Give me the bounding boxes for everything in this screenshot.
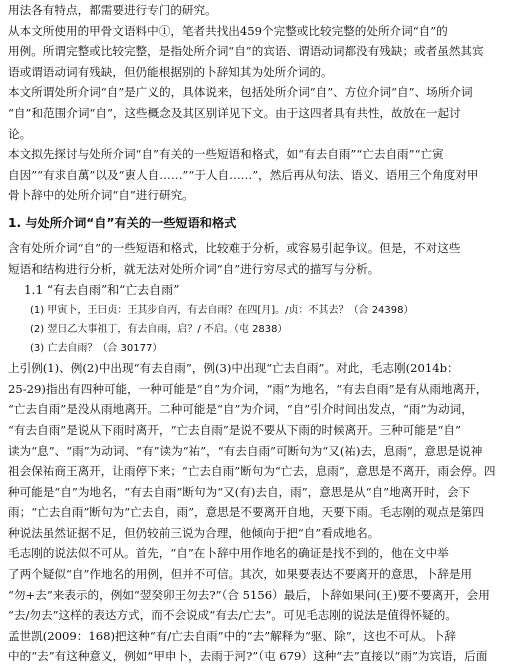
text-line: 孟世凯(2009：168)把这种“有/亡去自雨”中的“去”解释为“驱、除”，这也不可从。卜辞 [8, 628, 456, 643]
text-line: 骨卜辞中的处所介词“自”进行研究。 [8, 188, 194, 203]
text-line: 上引例(1)、例(2)中出现“有去自雨”，例(3)中出现“亡去自雨”。对此，毛志刚(2014b： [8, 361, 459, 376]
document-page [8, 0, 521, 667]
paragraph-analysis [8, 358, 521, 543]
example-item: (3) 亡去自雨？（合 30177） [30, 343, 163, 355]
text-line: 从本文所使用的甲骨文语料中①，笔者共找出459个完整或比较完整的处所介词“自”的 [8, 23, 448, 38]
text-line: 了两个疑似“自”作地名的用例，但并不可信。其次，如果要表达不要离开的意思，卜辞是用 [8, 567, 473, 582]
paragraph-meng [8, 626, 521, 667]
text-line: “有去自雨”是说从下雨时离开，“亡去自雨”是说不要从下雨的时候离开。三种可能是“自” [8, 422, 461, 437]
text-line: 毛志刚的说法似不可从。首先，“自”在卜辞中用作地名的确证是找不到的，他在文中举 [8, 546, 449, 561]
text-line: 中的“去”有这种意义，例如“甲申卜，去雨于河?”（屯 679）这种“去”直接以“雨”为宾语，后面 [8, 649, 488, 664]
text-line: 本文拟先探讨与处所介词“自”有关的一些短语和格式，如“有去自雨”“亡去自雨”“亡寅 [8, 147, 444, 162]
paragraph-corpus [8, 21, 521, 83]
example-list [8, 301, 521, 358]
example-item: (2) 翌日乙大事祖丁，有去自雨，启？/ 不启。（屯 2838） [30, 324, 288, 336]
text-line: 含有处所介词“自”的一些短语和格式，比较难于分析，或容易引起争议。但是，不对这些 [8, 240, 461, 255]
text-line: 雨；“亡去自雨”断句为“亡去自，雨”，意思是不要离开自地，天要下雨。毛志刚的观点是第四 [8, 505, 484, 520]
text-line: 语或谓语动词有残缺，但仍能根据别的卜辞知其为处所介词的。 [8, 64, 333, 79]
text-line: 种说法虽然证据不足，但仍较前三说为合理，他倾向于把“自”看成地名。 [8, 525, 380, 540]
text-line: 本文所谓处所介词“自”是广义的，具体说来，包括处所介词“自”、方位介词“自”、场所介词 [8, 85, 473, 100]
text-line: 读为“息”、“雨”为动词、“有”读为“祐”，“有去自雨”可断句为“又(祐)去，息雨”，意思是说神 [8, 443, 483, 458]
paragraph-critique [8, 543, 521, 625]
text-line: “亡去自雨”是没从雨地离开。二种可能是“自”为介词，“自”引介时间出发点，“雨”为动词， [8, 402, 473, 417]
subsection-heading: 1.1 “有去自雨”和“亡去自雨” [24, 283, 180, 298]
example-item: (1) 甲寅卜，王曰贞：王其步自丙，有去自雨？在四[月]。/贞：不其去？（合 24398） [30, 305, 414, 317]
text-line: 25-29)指出有四种可能，一种可能是“自”为介词，“雨”为地名，“有去自雨”是有从雨地离开， [8, 381, 488, 396]
text-line: 短语和结构进行分析，就无法对处所介词“自”进行穷尽式的描写与分析。 [8, 261, 380, 276]
text-line: 论。 [8, 126, 32, 141]
text-line: 用法各有特点，都需要进行专门的研究。 [8, 3, 217, 17]
paragraph-scope [8, 82, 521, 144]
text-line: 自因”“有求自萬”以及“叀人自……”“于人自……”，然后再从句法、语义、语用三个角度对甲 [8, 167, 479, 182]
text-line: 祖会保祐商王离开，让雨停下来；“亡去自雨”断句为“亡去，息雨”，意思是不离开，雨会停。四 [8, 464, 496, 479]
text-line: 用例。所谓完整或比较完整，是指处所介词“自”的宾语、谓语动词都没有残缺；或者虽然其宾 [8, 44, 484, 59]
text-line: “去/勿去”这样的表达方式，而不会说成“有去/亡去”。可见毛志刚的说法是值得怀疑的。 [8, 608, 457, 623]
section-heading: 1. 与处所介词“自”有关的一些短语和格式 [8, 215, 237, 230]
paragraph-section-intro [8, 238, 521, 279]
text-line: 种可能是“自”为地名，“有去自雨”断句为“又(有)去自，雨”，意思是从“自”地离开时，会下 [8, 484, 471, 499]
paragraph-plan [8, 144, 521, 206]
text-line: “自”和范围介词“自”，这些概念及其区别详见下文。由于这四者具有共性，故放在一起讨 [8, 105, 461, 120]
text-line: “勿+去”来表示的，例如“翌癸卯王勿去?”（合 5156）最后，卜辞如果问(王)要不要离开，会用 [8, 587, 490, 602]
